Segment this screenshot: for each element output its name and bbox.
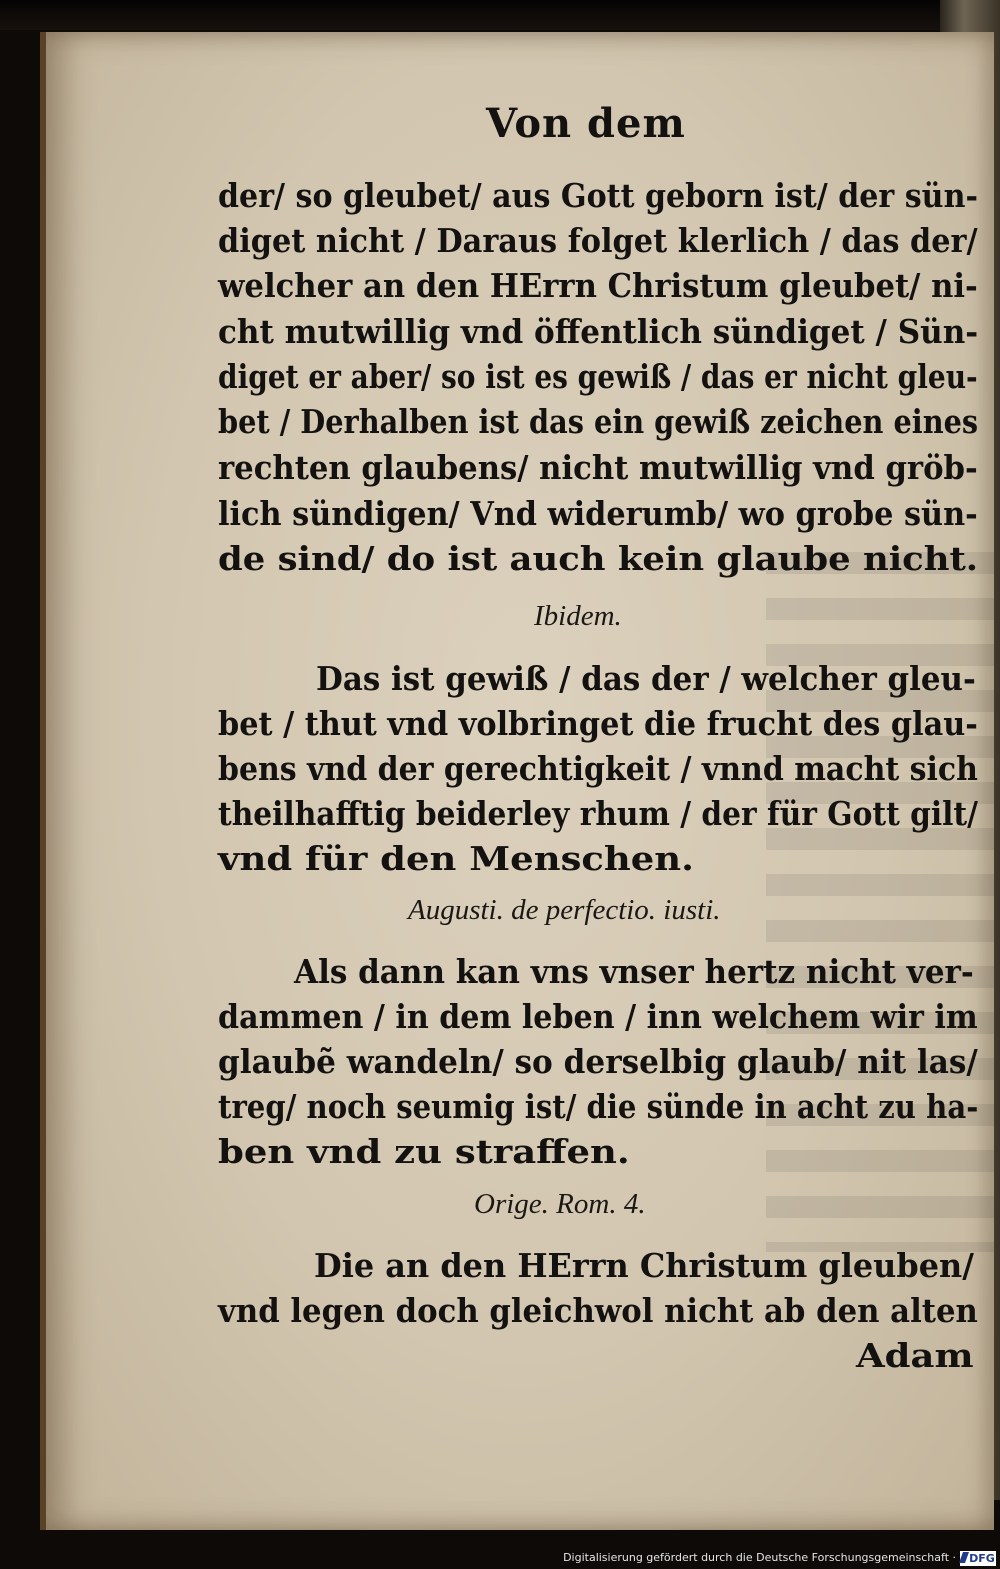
text-line: ben vnd zu straffen.	[218, 1132, 630, 1171]
text-line: bet / thut vnd volbringet die frucht des glau-	[218, 704, 978, 743]
text-line: welcher an den HErrn Christum gleubet/ ni-	[218, 266, 978, 305]
text-line: bet / Derhalben ist das ein gewiß zeichen eines	[218, 402, 979, 441]
text-line: cht mutwillig vnd öffentlich sündiget / Sün-	[218, 312, 979, 351]
book-page	[40, 32, 994, 1530]
text-line: dammen / in dem leben / inn welchem wir im	[218, 997, 978, 1036]
text-line: bens vnd der gerechtigkeit / vnnd macht sich	[218, 749, 978, 788]
text-line: lich sündigen/ Vnd widerumb/ wo grobe sün-	[218, 494, 978, 533]
text-line: diget er aber/ so ist es gewiß / das er nicht gleu-	[218, 357, 978, 396]
text-line: rechten glaubens/ nicht mutwillig vnd gröb-	[218, 448, 978, 487]
text-line: de sind/ do ist auch kein glaube nicht.	[218, 539, 979, 578]
text-line: der/ so gleubet/ aus Gott geborn ist/ der sün-	[218, 176, 978, 215]
source-caption: Orige. Rom. 4.	[474, 1188, 646, 1220]
text-line: Als dann kan vns vnser hertz nicht ver-	[294, 952, 974, 991]
text-line: Die an den HErrn Christum gleuben/	[314, 1246, 974, 1285]
running-head: Von dem	[486, 100, 686, 147]
scan-top-margin	[0, 0, 1000, 30]
text-line: treg/ noch seumig ist/ die sünde in acht zu ha-	[218, 1087, 979, 1126]
dfg-logo-icon	[960, 1551, 996, 1566]
source-caption: Ibidem.	[534, 600, 622, 632]
source-caption: Augusti. de perfectio. iusti.	[408, 894, 721, 926]
text-line: glaubẽ wandeln/ so derselbig glaub/ nit las/	[218, 1042, 978, 1081]
text-line: theilhafftig beiderley rhum / der für Gott gilt/	[218, 794, 978, 833]
text-line: vnd für den Menschen.	[218, 839, 695, 878]
text-line: Das ist gewiß / das der / welcher gleu-	[316, 659, 976, 698]
text-line: vnd legen doch gleichwol nicht ab den alten	[218, 1291, 978, 1330]
text-line: diget nicht / Daraus folget klerlich / das der/	[218, 221, 978, 260]
dfg-logo-text: DFG	[969, 1552, 995, 1565]
catchword: Adam	[856, 1336, 974, 1375]
funding-credit: Digitalisierung gefördert durch die Deutsche Forschungsgemeinschaft ·	[563, 1551, 956, 1564]
